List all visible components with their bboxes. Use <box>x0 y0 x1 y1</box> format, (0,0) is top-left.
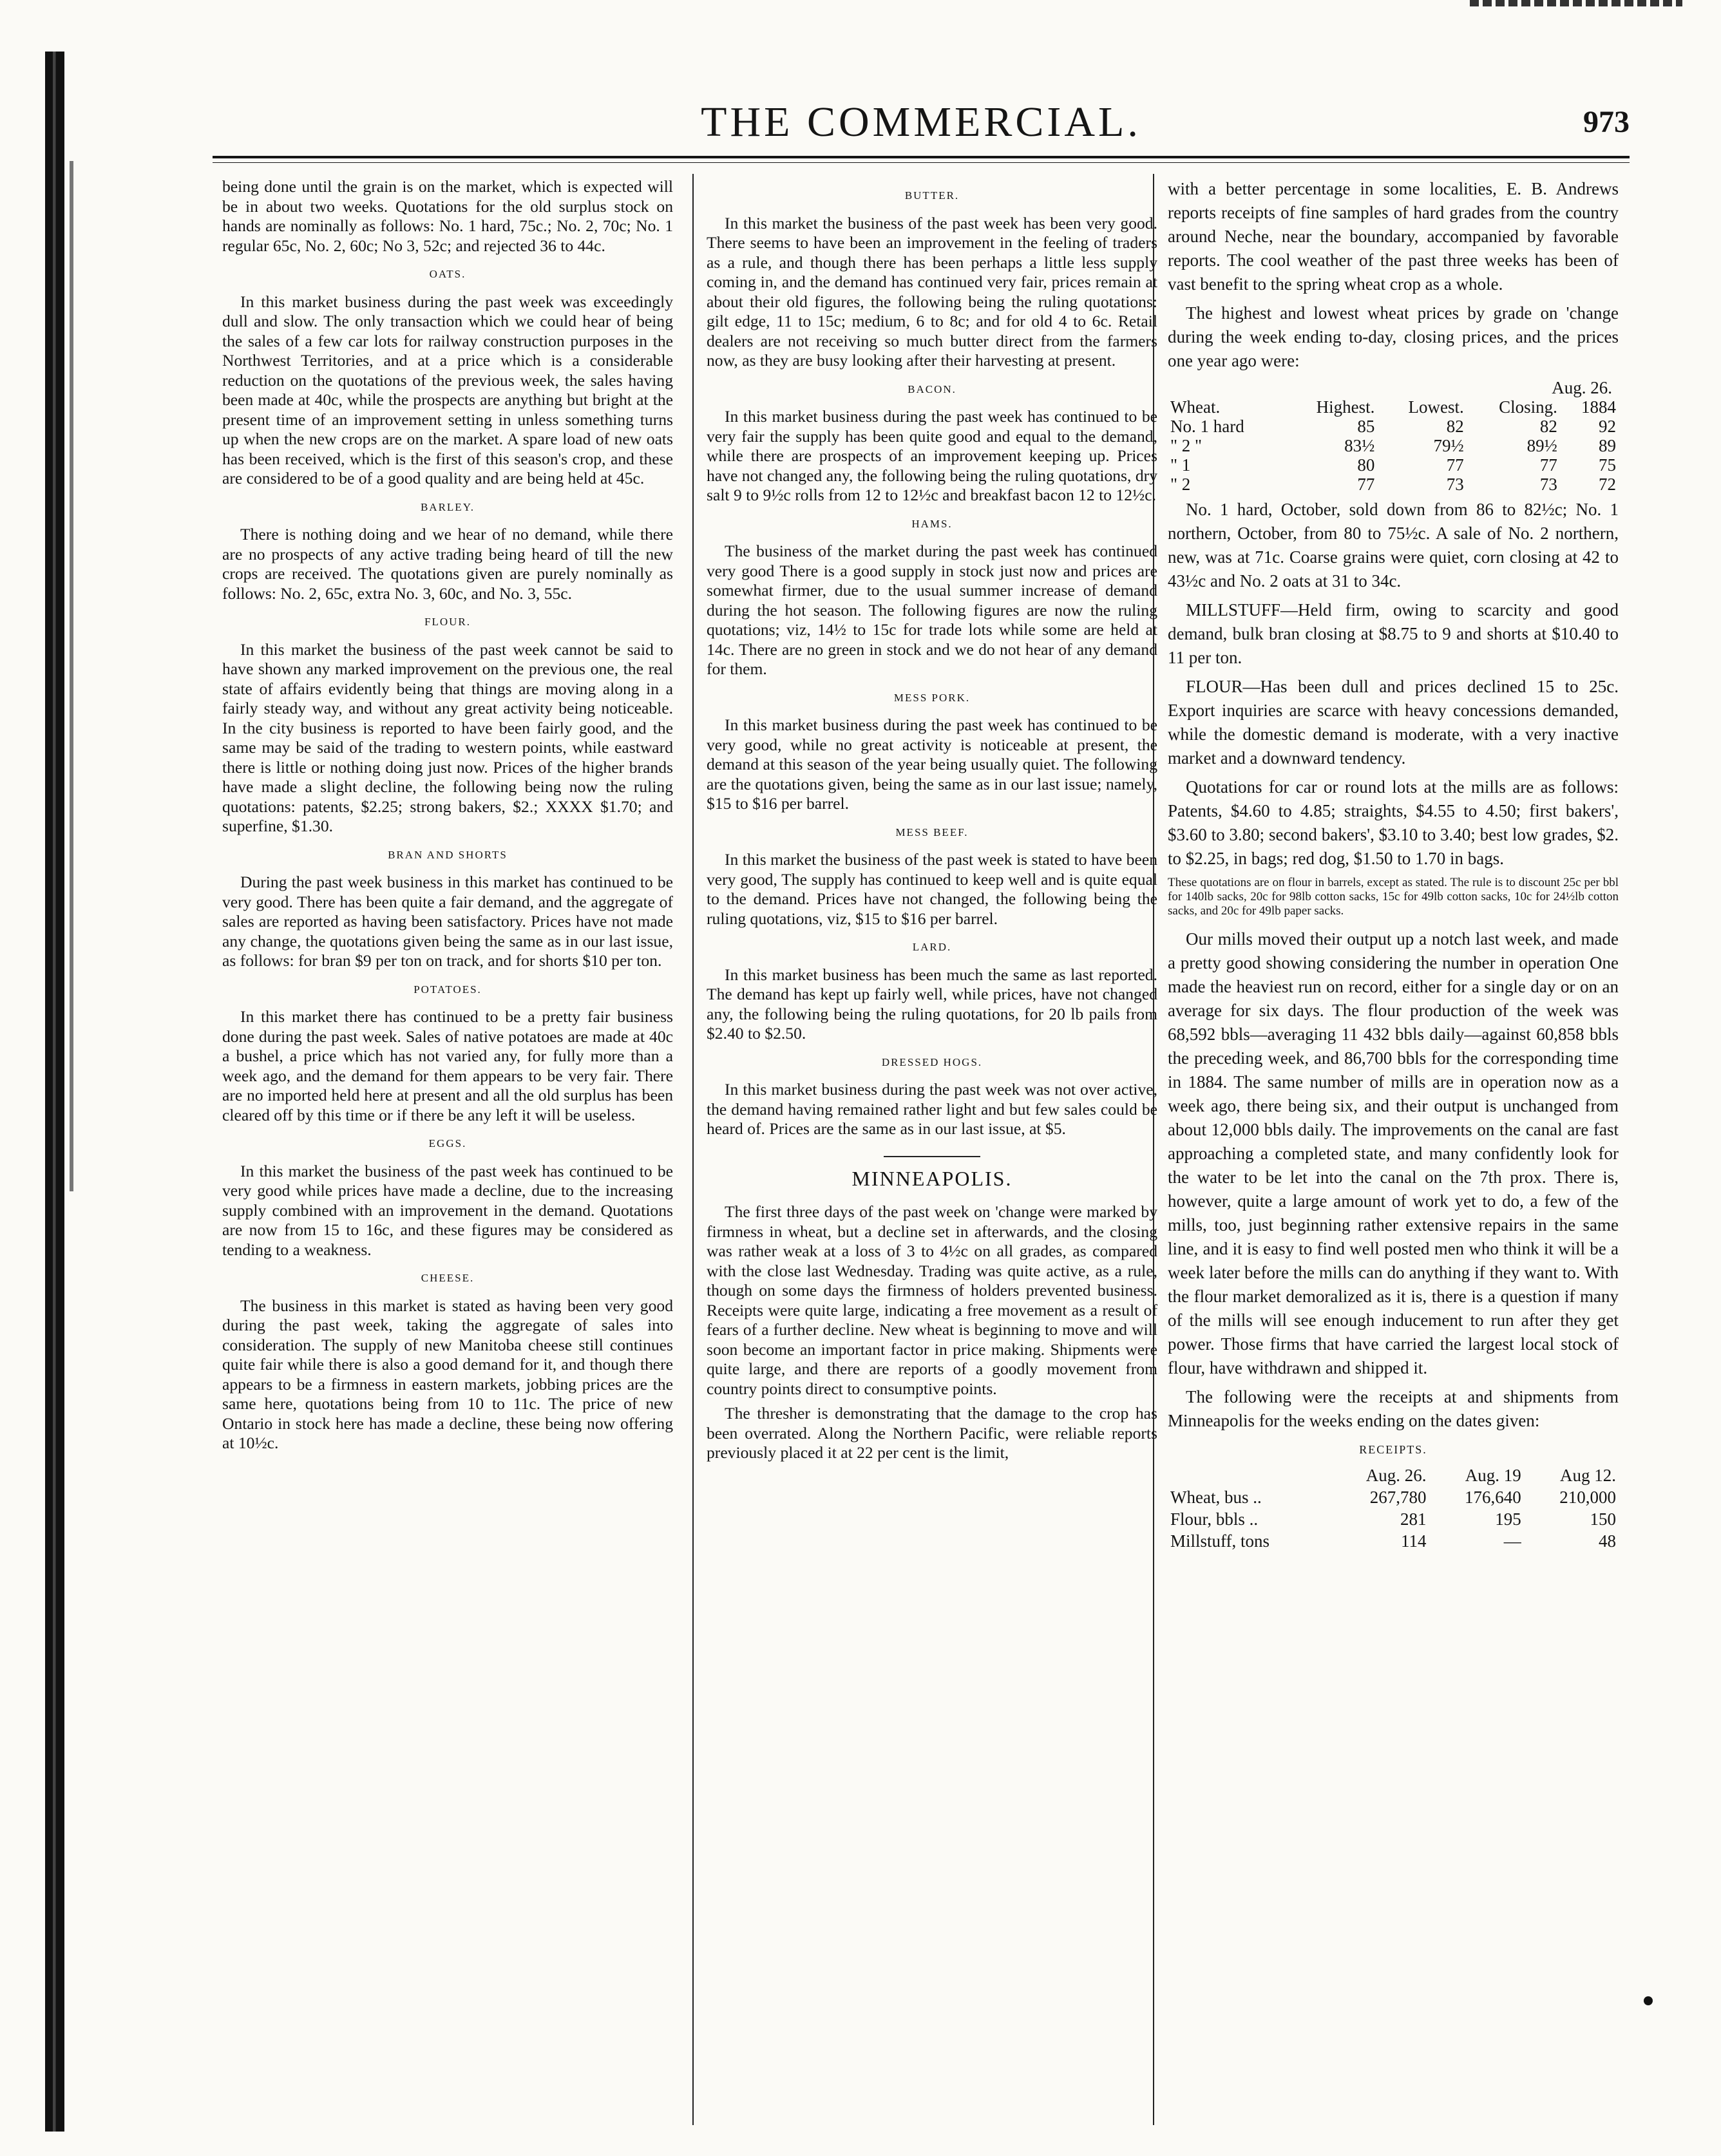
article-paragraph: In this market business during the past week was exceedingly dull and slow. The only transaction which we could hear of being the sales of a few car lots for railway construction purposes in the Northwest Territories, and at a price which is a considerable reduction on the quotations of the previous week, the sales having been made at 40c, while the prospects are anything but bright at the present time of an improvement setting in unless something turns up when the new crops are on the market. A spare load of new oats has been received, which is the first of this season's crop, and these are considered to be of a good quality and are being held at 45c. <box>222 292 673 487</box>
column-2-markets <box>707 186 1157 1139</box>
page-edge-mark <box>1470 0 1682 6</box>
table-row <box>1168 436 1619 455</box>
section-heading: POTATOES. <box>414 983 482 996</box>
column-2-minneapolis <box>707 1202 1157 1463</box>
table-cell: " 2 <box>1170 475 1191 494</box>
column-header: Closing. <box>1499 397 1557 417</box>
table-cell: 281 <box>1400 1509 1427 1529</box>
table-cell: 77 <box>1357 475 1375 494</box>
table-row <box>1168 455 1619 475</box>
table-cell: 72 <box>1599 475 1616 494</box>
table-cell: 195 <box>1495 1509 1521 1529</box>
article-paragraph: In this market business during the past week has continued to be very fair the supply has been quite good and equal to the demand, while there are prospects of an improvement keeping up. Prices have not changed any, the following being the ruling quotations, dry salt 9 to 9½c rolls from 12 to 12½c and breakfast bacon 12 to 12½c. <box>707 407 1157 504</box>
section-heading: EGGS. <box>428 1137 467 1149</box>
section-heading: DRESSED HOGS. <box>881 1055 983 1068</box>
section-heading: MESS PORK. <box>893 691 971 704</box>
article-paragraph: No. 1 hard, October, sold down from 86 to 82½c; No. 1 northern, October, from 80 to 75½c. A sale of No. 2 northern, new, was at 71c. Coarse grains were quiet, corn closing at 42 to 43½c and No. 2 oats at 31 to 34c. <box>1168 500 1619 591</box>
article-paragraph: The first three days of the past week on 'change were marked by firmness in wheat, but a decline set in afterwards, and the closing was rather weak at a loss of 3 to 4½c on all grades, as compared with the close last Wednesday. Trading was quite active, as a rule, though on some days the firmness of holders prevented business. Receipts were quite large, indicating a free movement as a result of fears of a further decline. New wheat is beginning to move and will soon become an important factor in price making. Shipments were quite large, and there are reports of a goodly movement from country points direct to consumptive points. <box>707 1202 1157 1398</box>
table-cell: 77 <box>1446 455 1464 475</box>
table-row <box>1168 1508 1619 1530</box>
section-heading: HAMS. <box>911 517 953 530</box>
table-cell: 80 <box>1357 455 1375 475</box>
article-paragraph: In this market the business of the past week has been very good. There seems to have been an improvement in the feeling of traders as a rule, and though there has been perhaps a little less supply coming in, and the demand has continued very fair, prices remain at about their old figures, the following being the ruling quotations: gilt edge, 11 to 15c; medium, 6 to 8c; and for old 4 to 6c. Retail dealers are not receiving so much butter direct from the farmers now, as they are busy looking after their harvesting at present. <box>707 213 1157 370</box>
table-row <box>1168 475 1619 494</box>
table-cell: Flour, bbls .. <box>1170 1509 1259 1529</box>
column-header <box>1168 1464 1328 1486</box>
page-header <box>213 97 1630 148</box>
article-paragraph: The highest and lowest wheat prices by grade on 'change during the week ending to-day, closing prices, and the prices one year ago were: <box>1168 303 1619 370</box>
column-header: Aug. 19 <box>1465 1466 1521 1485</box>
article-paragraph: The following were the receipts at and shipments from Minneapolis for the weeks ending on the dates given: <box>1168 1387 1619 1430</box>
header-rule <box>213 156 1630 158</box>
page-number: 973 <box>1583 105 1630 139</box>
section-heading: MESS BEEF. <box>895 826 969 838</box>
article-paragraph: In this market business during the past week has continued to be very good, while no great activity is noticeable at present, the demand at this season of the year being usually quiet. The following are the quotations given, being the same as in our last issue; namely, $15 to $16 per barrel. <box>707 715 1157 813</box>
article-paragraph: FLOUR—Has been dull and prices declined 15 to 25c. Export inquiries are scarce with heavy concessions demanded, while the domestic demand is moderate, with a very inactive market and a downward tendency. <box>1168 677 1619 768</box>
article-paragraph: The business of the market during the past week has continued very good There is a good supply in stock just now and prices are somewhat firmer, due to the usual summer increase of demand during the hot season. The following figures are now the ruling quotations; viz, 14½ to 15c for trade lots while some are held at 14c. There are no green in stock and we do not hear of any demand for them. <box>707 542 1157 678</box>
section-heading: BARLEY. <box>420 500 475 513</box>
section-heading: LARD. <box>912 941 952 953</box>
article-paragraph: The thresher is demonstrating that the damage to the crop has been overrated. Along the Northern Pacific, were reliable reports previously placed it at 22 per cent is the limit, <box>707 1404 1157 1462</box>
column-3 <box>1168 177 1619 2122</box>
table-cell: Millstuff, tons <box>1170 1531 1270 1551</box>
table-cell: — <box>1503 1531 1521 1551</box>
table-cell: 176,640 <box>1465 1488 1521 1507</box>
column-divider <box>692 174 694 2125</box>
table-cell: 210,000 <box>1559 1488 1616 1507</box>
article-paragraph: In this market business during the past week was not over active, the demand having remained rather light and but few sales could be heard of. Prices are the same as in our last issue, at $5. <box>707 1080 1157 1138</box>
table-cell: 89 <box>1599 436 1616 455</box>
wheat-table-date: Aug. 26. <box>1552 378 1612 397</box>
table-row <box>1168 417 1619 436</box>
wheat-price-table <box>1168 397 1619 494</box>
article-paragraph: MILLSTUFF—Held firm, owing to scarcity and good demand, bulk bran closing at $8.75 to 9 and shorts at $10.40 to 11 per ton. <box>1168 600 1619 667</box>
minneapolis-heading: MINNEAPOLIS. <box>851 1166 1013 1190</box>
receipts-table-header <box>1168 1464 1619 1486</box>
header-rule-thin <box>213 162 1630 163</box>
table-cell: 73 <box>1539 475 1557 494</box>
column-header: 1884 <box>1581 397 1616 417</box>
column-header: Highest. <box>1316 397 1375 417</box>
table-row <box>1168 1486 1619 1508</box>
section-heading: BACON. <box>908 383 956 395</box>
section-separator <box>884 1156 980 1157</box>
article-paragraph: In this market there has continued to be a pretty fair business done during the past week. Sales of native potatoes are made at 40c a bushel, a price which has not varied any, for fully more than a week ago, and the demand for them appears to be very fair. There are no imported held here at present and all the old surplus has been cleared off by this time or if there be any left it will be useless. <box>222 1007 673 1124</box>
table-cell: Wheat, bus .. <box>1170 1488 1262 1507</box>
table-cell: 79½ <box>1433 436 1464 455</box>
column-1 <box>222 177 673 2122</box>
table-cell: 48 <box>1599 1531 1616 1551</box>
article-paragraph: There is nothing doing and we hear of no demand, while there are no prospects of any active trading being heard of till the new crops are received. The quotations given are purely nominally as follows: No. 2, 65c, extra No. 3, 60c, and No. 3, 55c. <box>222 525 673 603</box>
receipts-table <box>1168 1464 1619 1552</box>
article-paragraph: In this market the business of the past week cannot be said to have shown any marked improvement on the previous one, the real state of affairs evidently being that things are moving along in a fairly steady way, and without any great activity being noticeable. In the city business is reported to have been fairly good, and the same may be said of the trading to western points, while eastward there is little or nothing doing just now. Prices of the higher brands have made a slight decline, the following being now the ruling quotations: patents, $2.25; strong bakers, $2.; XXXX $1.70; and superfine, $1.30. <box>222 639 673 835</box>
newspaper-title: THE COMMERCIAL. <box>701 99 1141 146</box>
section-heading: FLOUR. <box>424 616 471 628</box>
section-heading: CHEESE. <box>421 1272 475 1284</box>
table-cell: 75 <box>1599 455 1616 475</box>
table-row <box>1168 1530 1619 1552</box>
article-paragraph: Quotations for car or round lots at the mills are as follows: Patents, $4.60 to 4.85; straights, $4.55 to 4.50; first bakers', $3.60 to 3.80; second bakers', $3.10 to 3.40; best low grades, $2. to $2.25, in bags; red dog, $1.50 to 1.70 in bags. <box>1168 777 1619 868</box>
table-cell: 77 <box>1539 455 1557 475</box>
table-cell: 114 <box>1401 1531 1427 1551</box>
table-cell: 82 <box>1446 417 1464 436</box>
margin-dot <box>1644 1996 1653 2005</box>
article-paragraph: being done until the grain is on the market, which is expected will be in about two weeks. Quotations for the old surplus stock on hands are nominally as follows: No. 1 hard, 75c.; No. 2, 70c; No. 1 regular 65c, No. 2, 60c; No 3, 52c; and rejected 36 to 44c. <box>222 177 673 255</box>
table-cell: 85 <box>1357 417 1375 436</box>
article-paragraph: During the past week business in this market has continued to be very good. There has been quite a fair demand, and the aggregate of sales are reported as having been satisfactory. Prices have not made any change, the quotations given being the same as in our last issue, as follows: for bran $9 per ton on track, and for shorts $10 per ton. <box>222 873 673 970</box>
table-cell: 73 <box>1446 475 1464 494</box>
column-header: Lowest. <box>1408 397 1464 417</box>
table-cell: " 2 " <box>1170 436 1203 455</box>
article-paragraph: The business in this market is stated as having been very good during the past week, taking the aggregate of sales into consideration. The supply of new Manitoba cheese still continues quite fair while there is also a good demand for it, and though there appears to be a firmness in eastern markets, jobbing prices are the same here, quotations being from 10 to 11c. The price of new Ontario in stock here has made a decline, these being now offering at 10½c. <box>222 1296 673 1452</box>
binding-edge <box>45 52 64 2132</box>
footnote-paragraph: These quotations are on flour in barrels, except as stated. The rule is to discount 25c per bbl for 140lb sacks, 20c for 98lb cotton sacks, 15c for 49lb cotton sacks, 10c for 24½lb cotton sacks, and 20c for 49lb paper sacks. <box>1168 876 1619 918</box>
column-header: Aug 12. <box>1560 1466 1616 1485</box>
table-cell: 267,780 <box>1369 1488 1427 1507</box>
column-header: Aug. 26. <box>1365 1466 1427 1485</box>
article-paragraph: In this market the business of the past week is stated to have been very good, The supply has continued to keep well and is quite equal to the demand. Prices have not changed, the following being the ruling quotations, viz, $15 to $16 per barrel. <box>707 850 1157 928</box>
column-header: Wheat. <box>1170 397 1221 417</box>
article-paragraph: Our mills moved their output up a notch last week, and made a pretty good showing considering the number in operation One made the heaviest run on record, either for a single day or on an average for six days. The flour production of the week was 68,592 bbls—averaging 11 432 bbls daily—against 60,858 bbls the preceding week, and 86,700 bbls for the corresponding time in 1884. The same number of mills are in operation now as a week ago, there being six, and their output is unchanged from about 12,000 bbls daily. The improvements on the canal are fast approaching a completed state, and many confidently look for the water to be let into the canal on the 7th prox. There is, however, quite a large amount of work yet to do, a few of the mills, too, just beginning rather extensive repairs in the same line, and it is easy to find well posted men who think it will be a week later before the mills can do anything if they want to. With the flour market demoralized as it is, there is a question if many of the mills will see enough inducement to run after they get power. Those firms that have carried the largest local stock of flour, have withdrawn and shipped it. <box>1168 929 1619 1377</box>
receipts-heading: RECEIPTS. <box>1359 1443 1427 1456</box>
section-heading: OATS. <box>429 268 466 280</box>
table-cell: 82 <box>1539 417 1557 436</box>
wheat-table-header <box>1168 397 1619 417</box>
column-2 <box>707 177 1157 2122</box>
article-paragraph: In this market the business of the past week has continued to be very good while prices have made a decline, due to the increasing supply combined with an improvement in the demand. Quotations are now from 15 to 16c, and these figures may be considered as tending to a weakness. <box>222 1161 673 1259</box>
column-3-intro <box>1168 177 1619 373</box>
binding-shadow <box>70 161 73 1191</box>
article-paragraph: In this market business has been much the same as last reported. The demand has kept up fairly well, while prices, have not changed any, the following being the ruling quotations, for 20 lb pails from $2.40 to $2.50. <box>707 965 1157 1043</box>
table-cell: 92 <box>1599 417 1616 436</box>
table-cell: 150 <box>1590 1509 1616 1529</box>
table-cell: 83½ <box>1344 436 1375 455</box>
table-cell: No. 1 hard <box>1170 417 1244 436</box>
section-heading: BRAN AND SHORTS <box>388 848 508 861</box>
table-cell: " 1 <box>1170 455 1191 475</box>
section-heading: BUTTER. <box>904 189 960 202</box>
article-paragraph: with a better percentage in some localities, E. B. Andrews reports receipts of fine samples of hard grades from the country around Neche, near the boundary, accompanied by favorable reports. The cool weather of the past three weeks has been of vast benefit to the spring wheat crop as a whole. <box>1168 179 1619 294</box>
column-3-body <box>1168 498 1619 1433</box>
table-cell: 89½ <box>1526 436 1557 455</box>
